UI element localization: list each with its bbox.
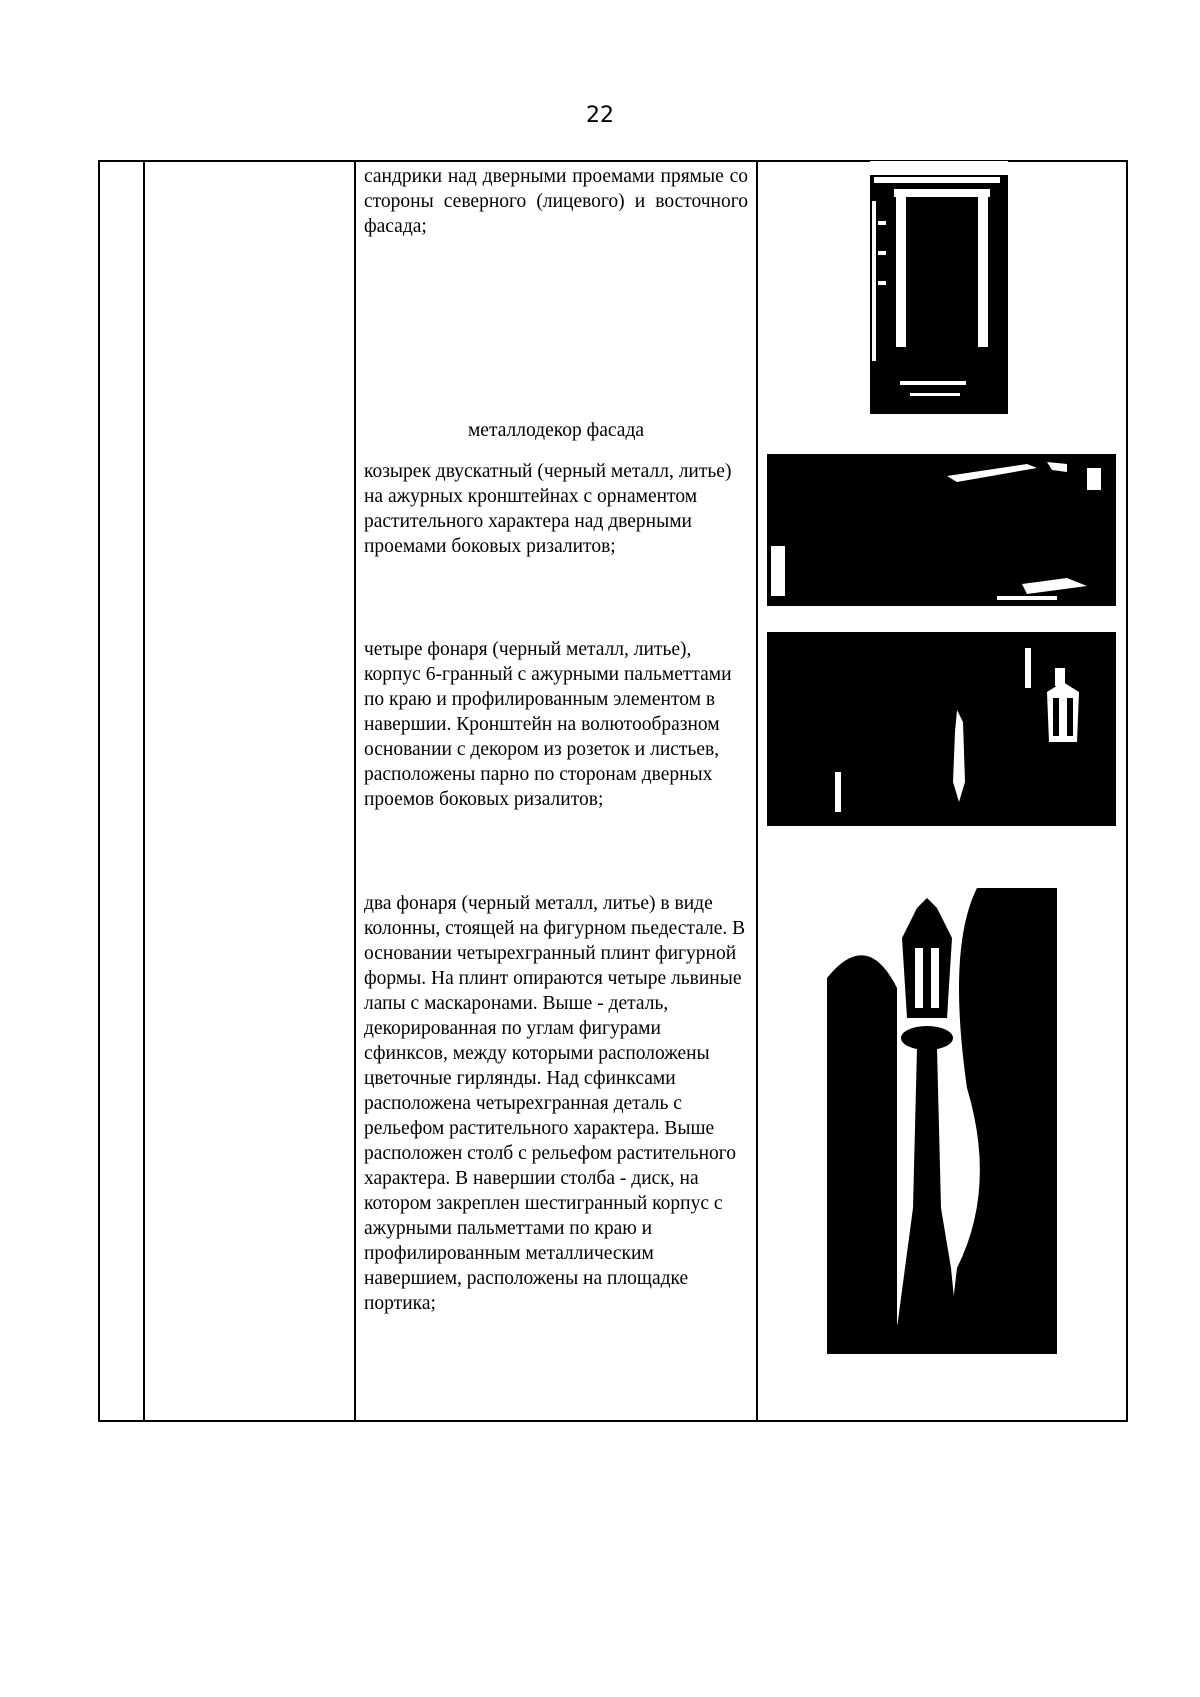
item-four-lanterns-text: четыре фонаря (черный металл, литье), корпус 6-гранный с ажурными пальметтами по краю и профилированным элементом в навершии. Кронштейн на волютообразном основании с декором из розеток и листьев, расположены парно по сторонам дверных проемов боковых ризалитов;: [364, 639, 732, 810]
item-two-lanterns-text: два фонаря (черный металл, литье) в виде колонны, стоящей на фигурном пьедестале. В основании четырехгранный плинт фигурной формы. На плинт опираются четыре львиные лапы с маскаронами. Выше - деталь, декорированная по углам фигурами сфинксов, между которыми расположены цветочные гирлянды. Над сфинксами расположена четырехгранная деталь с рельефом растительного характера. Выше расположен столб с рельефом растительного характера. В навершии столба - диск, на котором закреплен шестигранный корпус с ажурными пальметтами по краю и профилированным металлическим навершием, расположены на площадке портика;: [364, 893, 746, 1314]
table-divider-1: [143, 160, 145, 1422]
table-border-left: [98, 160, 100, 1422]
wall-lanterns-photo: [767, 632, 1116, 826]
item-sandriki-text: сандрики над дверными проемами прямые со стороны северного (лицевого) и восточного фасада;: [364, 166, 748, 237]
door-sandrik-photo: [870, 161, 1008, 414]
table-divider-3: [756, 160, 758, 1422]
table-border-bottom: [98, 1420, 1128, 1422]
table-divider-2: [354, 160, 356, 1422]
section-heading-metal-decor: металлодекор фасада: [467, 420, 645, 441]
table-border-right: [1126, 160, 1128, 1422]
column-lantern-photo: [827, 888, 1057, 1354]
canopy-photo: [767, 454, 1116, 606]
page-number: 22: [586, 103, 614, 128]
item-canopy-text: козырек двускатный (черный металл, литье) на ажурных кронштейнах с орнаментом растительного характера над дверными проемами боковых ризалитов;: [364, 461, 732, 557]
